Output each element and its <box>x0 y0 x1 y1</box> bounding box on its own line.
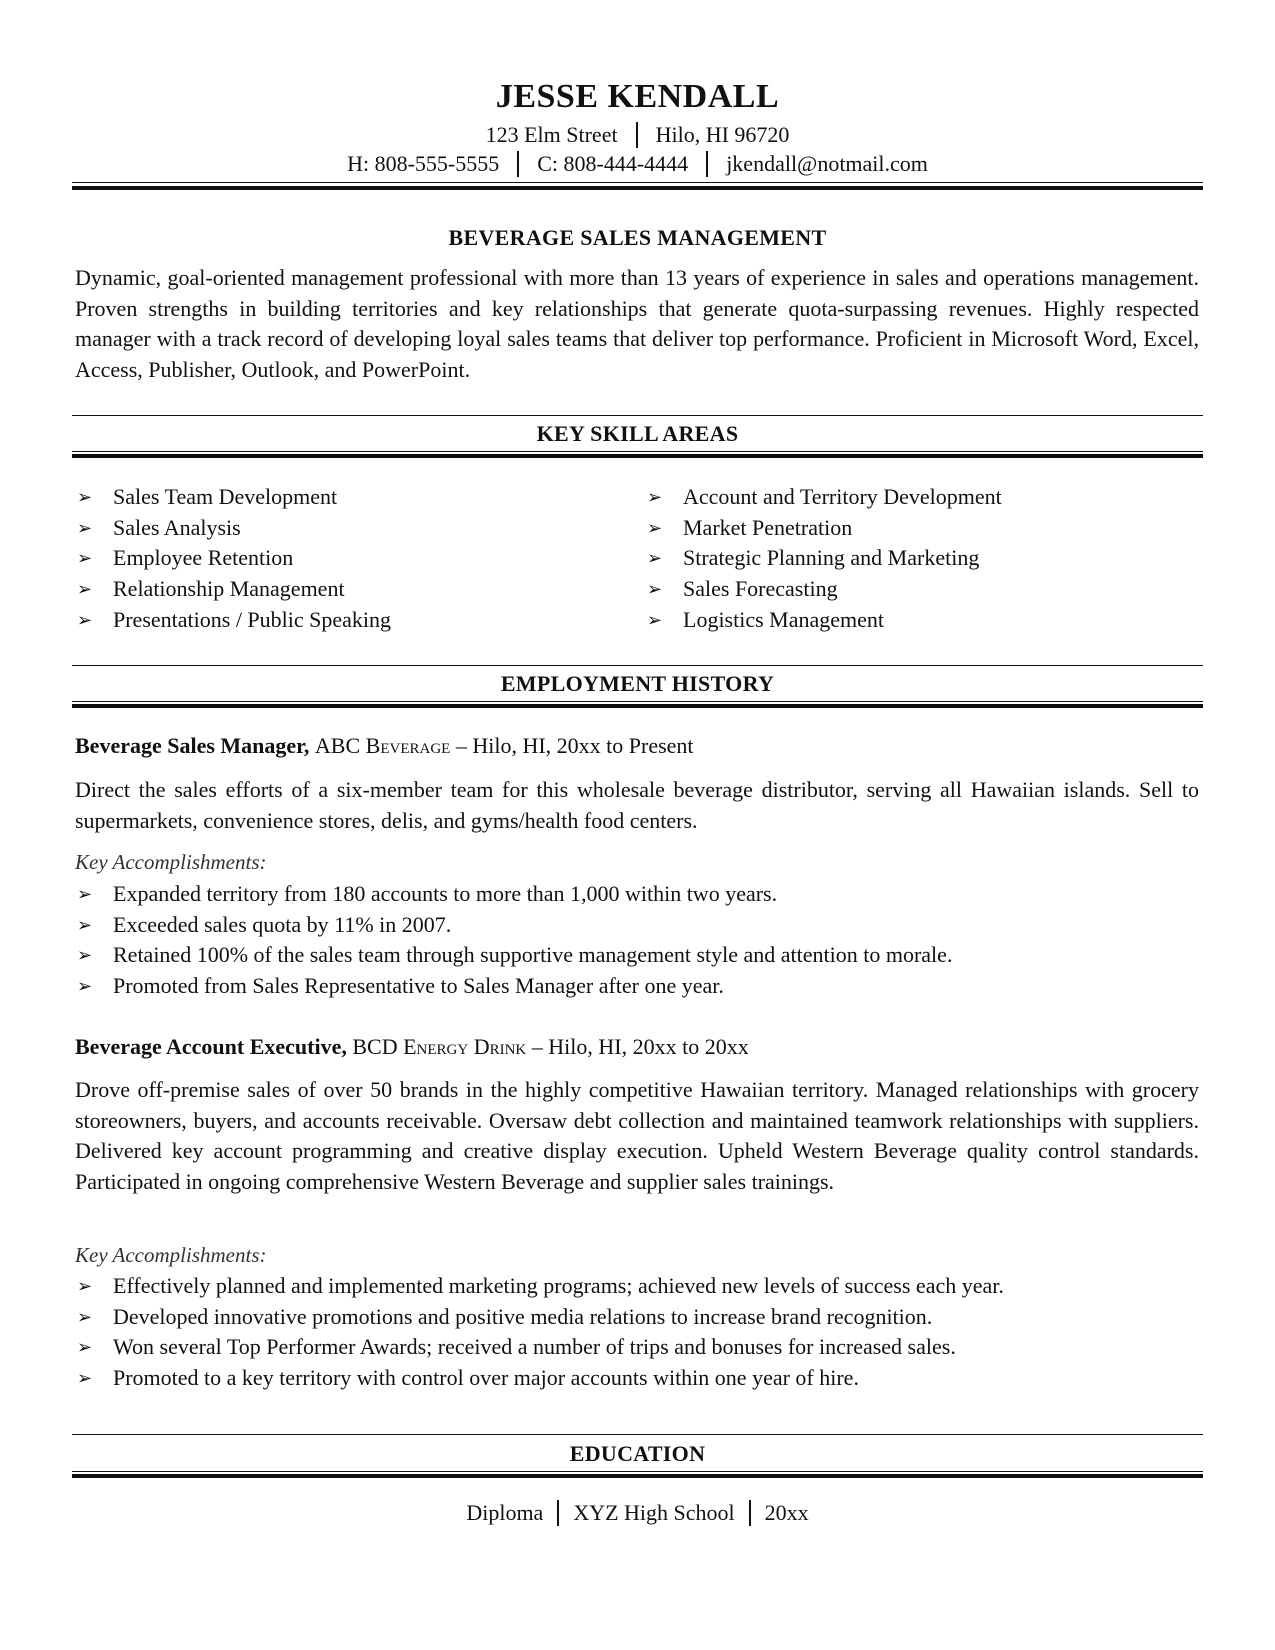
graduation-year: 20xx <box>764 1500 809 1525</box>
accomplishments-label: Key Accomplishments: <box>75 1243 267 1267</box>
arrow-bullet-icon: ➢ <box>77 487 93 507</box>
job-details: – Hilo, HI, 20xx to 20xx <box>526 1034 749 1059</box>
header-divider-thin <box>72 182 1203 183</box>
separator <box>557 1500 559 1526</box>
list-item: ➢ Expanded territory from 180 accounts to more than 1,000 within two years. <box>75 879 952 910</box>
city-state-zip: Hilo, HI 96720 <box>655 122 790 147</box>
accomplishments-list <box>75 1271 1004 1394</box>
section-rule-bottom-thick <box>72 704 1203 708</box>
list-item: ➢ Strategic Planning and Marketing <box>645 543 1002 574</box>
job-title: Beverage Sales Manager, <box>75 733 310 758</box>
separator <box>749 1500 751 1526</box>
accomplishments-list <box>75 879 952 1002</box>
summary-text: Dynamic, goal-oriented management professional with more than 13 years of experience in sales and operations management. Proven strengths in building territories and key relationships that generate quota-surpassing revenues. Highly respected manager with a track record of developing loyal sales teams that deliver top performance. Proficient in Microsoft Word, Excel, Access, Publisher, Outlook, and PowerPoint. <box>75 265 1199 382</box>
arrow-bullet-icon: ➢ <box>647 579 663 600</box>
skills-list-right <box>645 482 1002 635</box>
skills-heading: KEY SKILL AREAS <box>536 421 739 446</box>
arrow-bullet-icon: ➢ <box>77 1337 93 1358</box>
contact-line <box>0 151 1275 177</box>
arrow-bullet-icon: ➢ <box>77 609 93 630</box>
accomplishments-label: Key Accomplishments: <box>75 850 267 874</box>
list-item: ➢ Promoted from Sales Representative to Sales Manager after one year. <box>75 971 952 1002</box>
arrow-bullet-icon: ➢ <box>647 487 663 507</box>
job-title: Beverage Account Executive, <box>75 1034 347 1059</box>
arrow-bullet-icon: ➢ <box>77 1276 93 1296</box>
list-item: ➢ Retained 100% of the sales team through supportive management style and attention to morale. <box>75 940 952 971</box>
arrow-bullet-icon: ➢ <box>647 609 663 630</box>
list-item: ➢ Won several Top Performer Awards; received a number of trips and bonuses for increased sales. <box>75 1332 1004 1363</box>
list-item: ➢ Sales Analysis <box>75 513 391 544</box>
list-item: ➢ Account and Territory Development <box>645 482 1002 513</box>
arrow-bullet-icon: ➢ <box>77 976 93 997</box>
list-item: ➢ Employee Retention <box>75 543 391 574</box>
arrow-bullet-icon: ➢ <box>647 517 663 538</box>
section-rule-bottom <box>72 701 1203 702</box>
company-name: ABC Beverage <box>314 733 451 758</box>
list-item: ➢ Relationship Management <box>75 574 391 605</box>
arrow-bullet-icon: ➢ <box>77 1306 93 1327</box>
list-item: ➢ Promoted to a key territory with control over major accounts within one year of hire. <box>75 1363 1004 1394</box>
header-divider-thick <box>72 186 1203 190</box>
list-item: ➢ Market Penetration <box>645 513 1002 544</box>
school-name: XYZ High School <box>573 1500 735 1525</box>
job-heading <box>75 733 694 759</box>
list-item: ➢ Exceeded sales quota by 11% in 2007. <box>75 910 952 941</box>
separator <box>706 151 708 177</box>
job-heading <box>75 1034 749 1060</box>
arrow-bullet-icon: ➢ <box>77 914 93 935</box>
skills-list-left <box>75 482 391 635</box>
degree: Diploma <box>466 1500 544 1525</box>
education-line <box>0 1500 1275 1526</box>
company-name: BCD Energy Drink <box>352 1034 527 1059</box>
address-line <box>0 122 1275 148</box>
job-description: Direct the sales efforts of a six-member team for this wholesale beverage distributor, serving all Hawaiian islands. Sell to supermarkets, convenience stores, delis, and gyms/health food centers. <box>75 777 1199 833</box>
list-item: ➢ Sales Forecasting <box>645 574 1002 605</box>
section-rule-bottom <box>72 1471 1203 1472</box>
separator <box>517 151 519 177</box>
job-description: Drove off-premise sales of over 50 brands in the highly competitive Hawaiian territory. Managed relationships with grocery storeowners, buyers, and accounts receivable. Oversaw debt collection and maintained teamwork relationships with suppliers. Delivered key account programming and creative display execution. Upheld Western Beverage quality control standards. Participated in ongoing comprehensive Western Beverage and supplier sales trainings. <box>75 1077 1199 1194</box>
arrow-bullet-icon: ➢ <box>77 579 93 600</box>
arrow-bullet-icon: ➢ <box>77 548 93 569</box>
cell-phone: C: 808-444-4444 <box>537 151 689 176</box>
list-item: ➢ Presentations / Public Speaking <box>75 605 391 636</box>
arrow-bullet-icon: ➢ <box>77 517 93 538</box>
list-item: ➢ Sales Team Development <box>75 482 391 513</box>
applicant-name: JESSE KENDALL <box>495 78 780 115</box>
arrow-bullet-icon: ➢ <box>77 884 93 904</box>
list-item: ➢ Effectively planned and implemented marketing programs; achieved new levels of success each year. <box>75 1271 1004 1302</box>
job-details: – Hilo, HI, 20xx to Present <box>450 733 694 758</box>
section-rule-top <box>72 415 1203 416</box>
section-rule-top <box>72 665 1203 666</box>
summary-heading: BEVERAGE SALES MANAGEMENT <box>448 225 827 250</box>
section-rule-bottom <box>72 451 1203 452</box>
employment-heading: EMPLOYMENT HISTORY <box>500 671 775 696</box>
section-rule-bottom-thick <box>72 454 1203 458</box>
street-address: 123 Elm Street <box>485 122 618 147</box>
list-item: ➢ Developed innovative promotions and positive media relations to increase brand recognition. <box>75 1302 1004 1333</box>
section-rule-bottom-thick <box>72 1474 1203 1478</box>
section-rule-top <box>72 1434 1203 1435</box>
list-item: ➢ Logistics Management <box>645 605 1002 636</box>
email-address: jkendall@notmail.com <box>726 151 928 176</box>
arrow-bullet-icon: ➢ <box>647 548 663 569</box>
arrow-bullet-icon: ➢ <box>77 945 93 966</box>
education-heading: EDUCATION <box>569 1441 706 1466</box>
home-phone: H: 808-555-5555 <box>347 151 500 176</box>
separator <box>636 122 638 148</box>
arrow-bullet-icon: ➢ <box>77 1368 93 1389</box>
